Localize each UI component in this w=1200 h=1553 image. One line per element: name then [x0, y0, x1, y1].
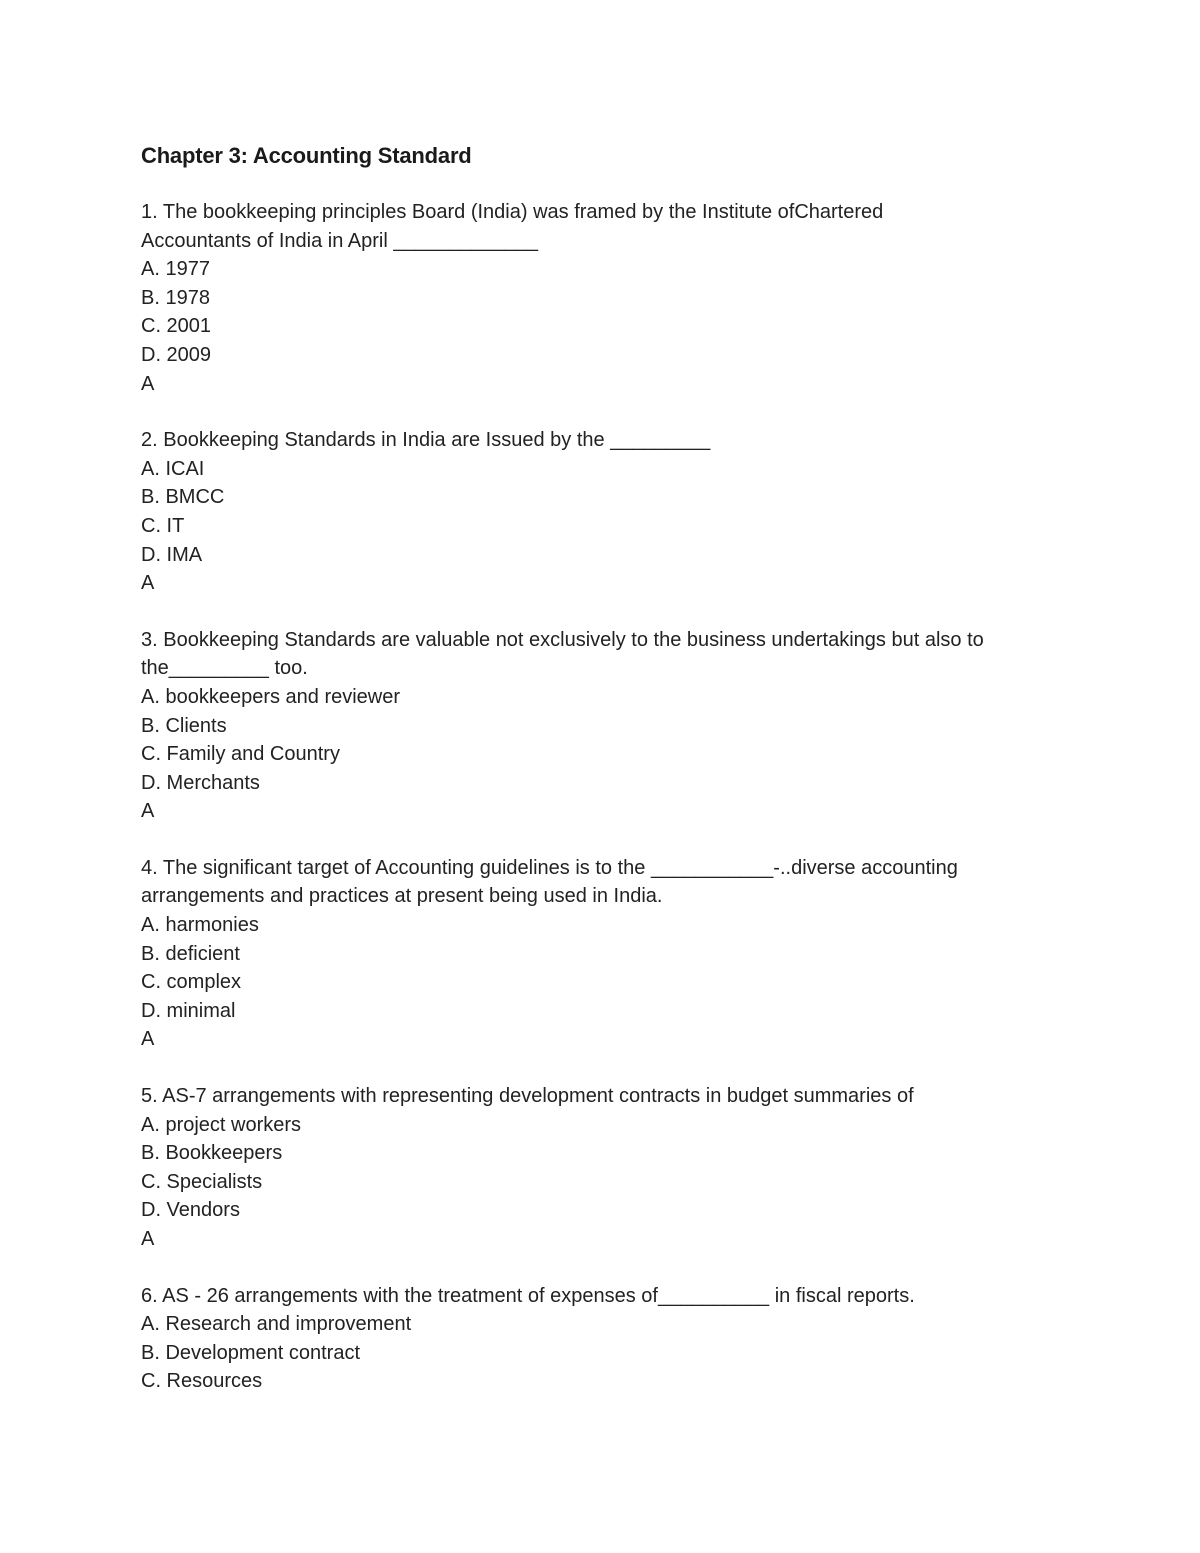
question-3: [141, 626, 1071, 826]
question-5: [141, 1082, 1071, 1254]
question-option: A. project workers: [141, 1113, 302, 1136]
question-option: B. Development contract: [141, 1341, 360, 1364]
question-option: C. Family and Country: [141, 743, 340, 766]
question-option: D. IMA: [141, 543, 203, 566]
question-option: A. bookkeepers and reviewer: [141, 685, 401, 708]
question-stem-line: 2. Bookkeeping Standards in India are Issued by the _________: [141, 429, 711, 452]
question-option: B. Bookkeepers: [141, 1142, 283, 1165]
question-option: B. 1978: [141, 286, 210, 309]
question-answer: A: [141, 800, 155, 823]
question-option: A. ICAI: [141, 457, 205, 480]
question-stem-line: arrangements and practices at present being used in India.: [141, 885, 663, 908]
question-answer: A: [141, 372, 155, 395]
question-answer: A: [141, 1228, 155, 1250]
question-stem-line: 1. The bookkeeping principles Board (India) was framed by the Institute ofChartered: [141, 201, 884, 223]
question-4: [141, 854, 1071, 1054]
chapter-title: Chapter 3: Accounting Standard: [141, 143, 472, 168]
question-stem-line: 3. Bookkeeping Standards are valuable not exclusively to the business undertakings but also to: [141, 628, 984, 651]
question-option: B. deficient: [141, 942, 240, 965]
question-option: C. 2001: [141, 315, 212, 338]
question-1: [141, 198, 1071, 398]
question-option: A. 1977: [141, 258, 210, 281]
document-content: [141, 140, 1071, 1424]
question-answer: A: [141, 572, 155, 595]
question-option: C. IT: [141, 514, 185, 537]
question-option: D. minimal: [141, 999, 236, 1022]
question-answer: A: [141, 1028, 155, 1051]
question-stem-line: 5. AS-7 arrangements with representing development contracts in budget summaries of: [141, 1085, 914, 1108]
question-option: A. harmonies: [141, 914, 259, 937]
question-option: D. 2009: [141, 343, 212, 366]
question-option: B. BMCC: [141, 486, 225, 509]
question-option: B. Clients: [141, 714, 227, 737]
question-stem-line: 6. AS - 26 arrangements with the treatment of expenses of__________ in fiscal reports.: [141, 1284, 915, 1307]
question-option: A. Research and improvement: [141, 1313, 412, 1336]
question-stem-line: Accountants of India in April _____________: [141, 229, 538, 252]
question-6: [141, 1282, 1071, 1396]
question-option: D. Merchants: [141, 771, 260, 794]
question-option: C. Specialists: [141, 1170, 263, 1193]
question-stem-line: 4. The significant target of Accounting guidelines is to the ___________-..diverse accounting: [141, 856, 958, 879]
question-option: D. Vendors: [141, 1199, 240, 1222]
question-option: C. complex: [141, 971, 242, 994]
question-option: C. Resources: [141, 1370, 263, 1393]
question-stem-line: the_________ too.: [141, 657, 308, 680]
question-2: [141, 426, 1071, 598]
